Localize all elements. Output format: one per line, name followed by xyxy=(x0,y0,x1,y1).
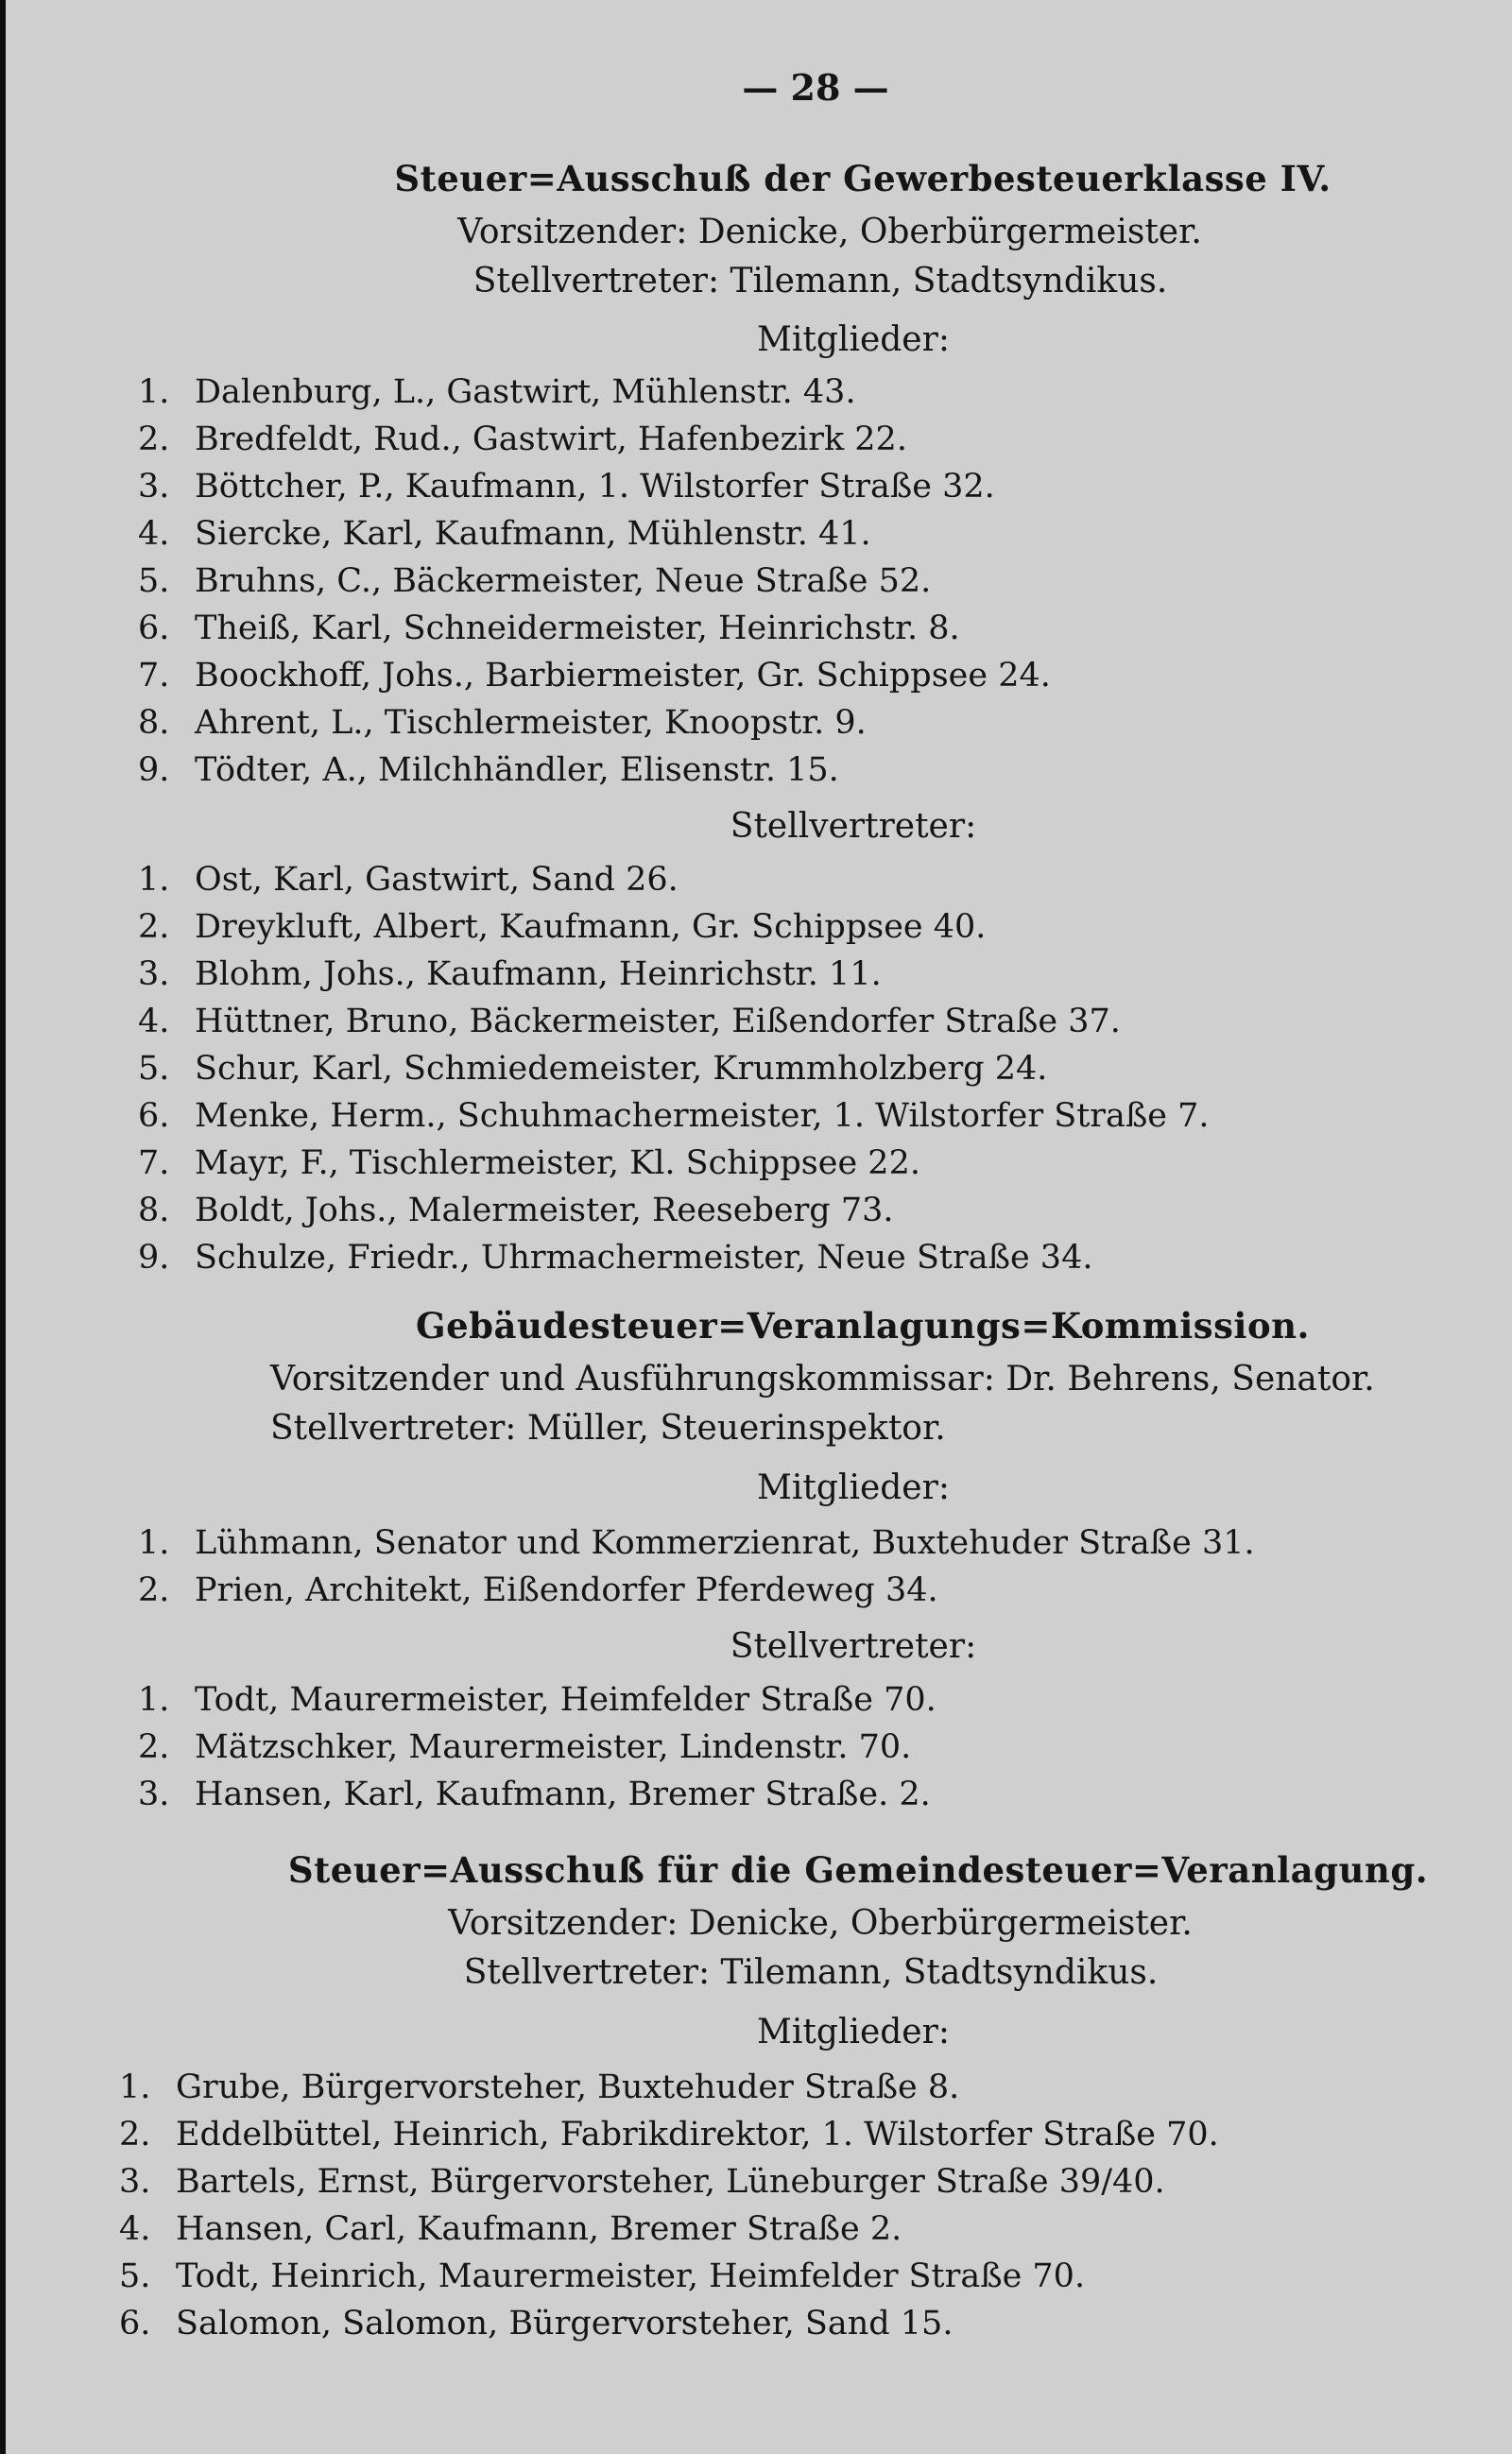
deputies-label: Stellvertreter: xyxy=(730,1627,977,1666)
item-text: Dreykluft, Albert, Kaufmann, Gr. Schippsee 40. xyxy=(195,908,987,946)
document-page xyxy=(6,0,1512,2454)
section-gewerbesteuer xyxy=(6,149,1512,1281)
item-number: 5. xyxy=(119,2257,151,2295)
list-item xyxy=(6,1519,1512,1567)
list-item xyxy=(6,416,1512,463)
item-text: Schulze, Friedr., Uhrmachermeister, Neue Straße 34. xyxy=(195,1239,1093,1277)
deputy-line: Stellvertreter: Tilemann, Stadtsyndikus. xyxy=(463,1953,1159,1992)
item-number: 6. xyxy=(138,1097,170,1135)
list-item xyxy=(6,1234,1512,1281)
item-number: 3. xyxy=(138,468,170,506)
item-text: Salomon, Salomon, Bürgervorsteher, Sand 15. xyxy=(176,2305,954,2342)
item-text: Bruhns, C., Bäckermeister, Neue Straße 52. xyxy=(195,562,932,600)
item-number: 1. xyxy=(138,1524,170,1562)
members-list xyxy=(6,1519,1512,1614)
list-item xyxy=(6,998,1512,1045)
item-number: 5. xyxy=(138,1050,170,1088)
members-label: Mitglieder: xyxy=(757,1468,950,1507)
item-number: 6. xyxy=(138,609,170,647)
item-number: 9. xyxy=(138,1239,170,1277)
item-number: 1. xyxy=(138,373,170,411)
list-item xyxy=(6,369,1512,416)
list-item xyxy=(6,605,1512,652)
item-text: Böttcher, P., Kaufmann, 1. Wilstorfer Straße 32. xyxy=(195,468,995,506)
list-item xyxy=(6,1567,1512,1614)
list-item xyxy=(6,652,1512,699)
item-text: Dalenburg, L., Gastwirt, Mühlenstr. 43. xyxy=(195,373,856,411)
item-text: Mayr, F., Tischlermeister, Kl. Schippsee 22. xyxy=(195,1144,920,1182)
list-item xyxy=(6,2111,1512,2158)
item-number: 2. xyxy=(138,1728,170,1766)
item-text: Ahrent, L., Tischlermeister, Knoopstr. 9. xyxy=(195,704,867,742)
list-item xyxy=(6,1045,1512,1092)
list-item xyxy=(6,2205,1512,2253)
item-number: 8. xyxy=(138,704,170,742)
list-item xyxy=(6,746,1512,794)
page-number: — 28 — xyxy=(742,66,889,109)
item-text: Schur, Karl, Schmiedemeister, Krummholzberg 24. xyxy=(195,1050,1048,1088)
list-item xyxy=(6,1676,1512,1724)
list-item xyxy=(6,903,1512,951)
item-text: Eddelbüttel, Heinrich, Fabrikdirektor, 1. Wilstorfer Straße 70. xyxy=(176,2116,1219,2154)
item-number: 6. xyxy=(119,2305,151,2342)
list-item xyxy=(6,1724,1512,1771)
item-text: Theiß, Karl, Schneidermeister, Heinrichstr. 8. xyxy=(195,609,960,647)
chair-line: Vorsitzender: Denicke, Oberbürgermeister. xyxy=(448,1904,1193,1943)
list-item xyxy=(6,856,1512,903)
item-number: 1. xyxy=(119,2068,151,2106)
item-number: 8. xyxy=(138,1192,170,1229)
item-number: 2. xyxy=(138,1571,170,1609)
members-label: Mitglieder: xyxy=(757,320,950,359)
item-text: Prien, Architekt, Eißendorfer Pferdeweg 34. xyxy=(195,1571,938,1609)
item-text: Grube, Bürgervorsteher, Buxtehuder Straße 8. xyxy=(176,2068,960,2106)
item-text: Bartels, Ernst, Bürgervorsteher, Lüneburger Straße 39/40. xyxy=(176,2163,1165,2201)
item-number: 4. xyxy=(138,515,170,553)
item-number: 4. xyxy=(119,2210,151,2248)
item-number: 7. xyxy=(138,1144,170,1182)
item-text: Bredfeldt, Rud., Gastwirt, Hafenbezirk 22. xyxy=(195,420,907,458)
list-item xyxy=(6,2300,1512,2347)
item-text: Boockhoff, Johs., Barbiermeister, Gr. Schippsee 24. xyxy=(195,657,1051,695)
item-text: Todt, Maurermeister, Heimfelder Straße 70. xyxy=(195,1681,936,1719)
list-item xyxy=(6,951,1512,998)
item-number: 3. xyxy=(119,2163,151,2201)
deputy-line: Stellvertreter: Tilemann, Stadtsyndikus. xyxy=(472,262,1168,300)
members-list xyxy=(6,2064,1512,2347)
item-text: Ost, Karl, Gastwirt, Sand 26. xyxy=(195,861,679,899)
section-gemeindesteuer xyxy=(6,1841,1512,2347)
item-text: Menke, Herm., Schuhmachermeister, 1. Wilstorfer Straße 7. xyxy=(195,1097,1210,1135)
section-heading: Gebäudesteuer=Veranlagungs=Kommission. xyxy=(416,1305,1310,1347)
list-item xyxy=(6,2253,1512,2300)
section-heading: Steuer=Ausschuß für die Gemeindesteuer=Veranlagung. xyxy=(287,1849,1429,1891)
item-number: 5. xyxy=(138,562,170,600)
list-item xyxy=(6,1187,1512,1234)
item-number: 7. xyxy=(138,657,170,695)
chair-line: Vorsitzender: Denicke, Oberbürgermeister. xyxy=(457,213,1202,251)
deputies-label: Stellvertreter: xyxy=(730,807,977,846)
item-number: 4. xyxy=(138,1003,170,1040)
list-item xyxy=(6,2158,1512,2205)
item-text: Siercke, Karl, Kaufmann, Mühlenstr. 41. xyxy=(195,515,871,553)
members-label: Mitglieder: xyxy=(757,2013,950,2051)
item-number: 1. xyxy=(138,861,170,899)
item-text: Blohm, Johs., Kaufmann, Heinrichstr. 11. xyxy=(195,955,882,993)
item-text: Hüttner, Bruno, Bäckermeister, Eißendorfer Straße 37. xyxy=(195,1003,1121,1040)
item-number: 2. xyxy=(138,908,170,946)
item-text: Lühmann, Senator und Kommerzienrat, Buxtehuder Straße 31. xyxy=(195,1524,1255,1562)
section-gebaeudesteuer xyxy=(6,1296,1512,1818)
list-item xyxy=(6,1140,1512,1187)
deputy-line: Stellvertreter: Müller, Steuerinspektor. xyxy=(270,1409,946,1448)
item-text: Hansen, Carl, Kaufmann, Bremer Straße 2. xyxy=(176,2210,902,2248)
deputies-list xyxy=(6,1676,1512,1818)
item-text: Hansen, Karl, Kaufmann, Bremer Straße. 2. xyxy=(195,1776,931,1813)
item-number: 2. xyxy=(119,2116,151,2154)
item-text: Todt, Heinrich, Maurermeister, Heimfelder Straße 70. xyxy=(176,2257,1086,2295)
item-number: 1. xyxy=(138,1681,170,1719)
list-item xyxy=(6,1092,1512,1140)
item-number: 3. xyxy=(138,955,170,993)
section-heading: Steuer=Ausschuß der Gewerbesteuerklasse IV. xyxy=(394,158,1332,199)
deputies-list xyxy=(6,856,1512,1281)
item-number: 9. xyxy=(138,751,170,789)
list-item xyxy=(6,699,1512,746)
list-item xyxy=(6,1771,1512,1818)
list-item xyxy=(6,558,1512,605)
members-list xyxy=(6,369,1512,794)
item-number: 3. xyxy=(138,1776,170,1813)
list-item xyxy=(6,2064,1512,2111)
list-item xyxy=(6,510,1512,558)
list-item xyxy=(6,463,1512,510)
item-number: 2. xyxy=(138,420,170,458)
item-text: Mätzschker, Maurermeister, Lindenstr. 70. xyxy=(195,1728,912,1766)
chair-line: Vorsitzender und Ausführungskommissar: Dr. Behrens, Senator. xyxy=(270,1360,1375,1399)
item-text: Boldt, Johs., Malermeister, Reeseberg 73. xyxy=(195,1192,894,1229)
item-text: Tödter, A., Milchhändler, Elisenstr. 15. xyxy=(195,751,839,789)
